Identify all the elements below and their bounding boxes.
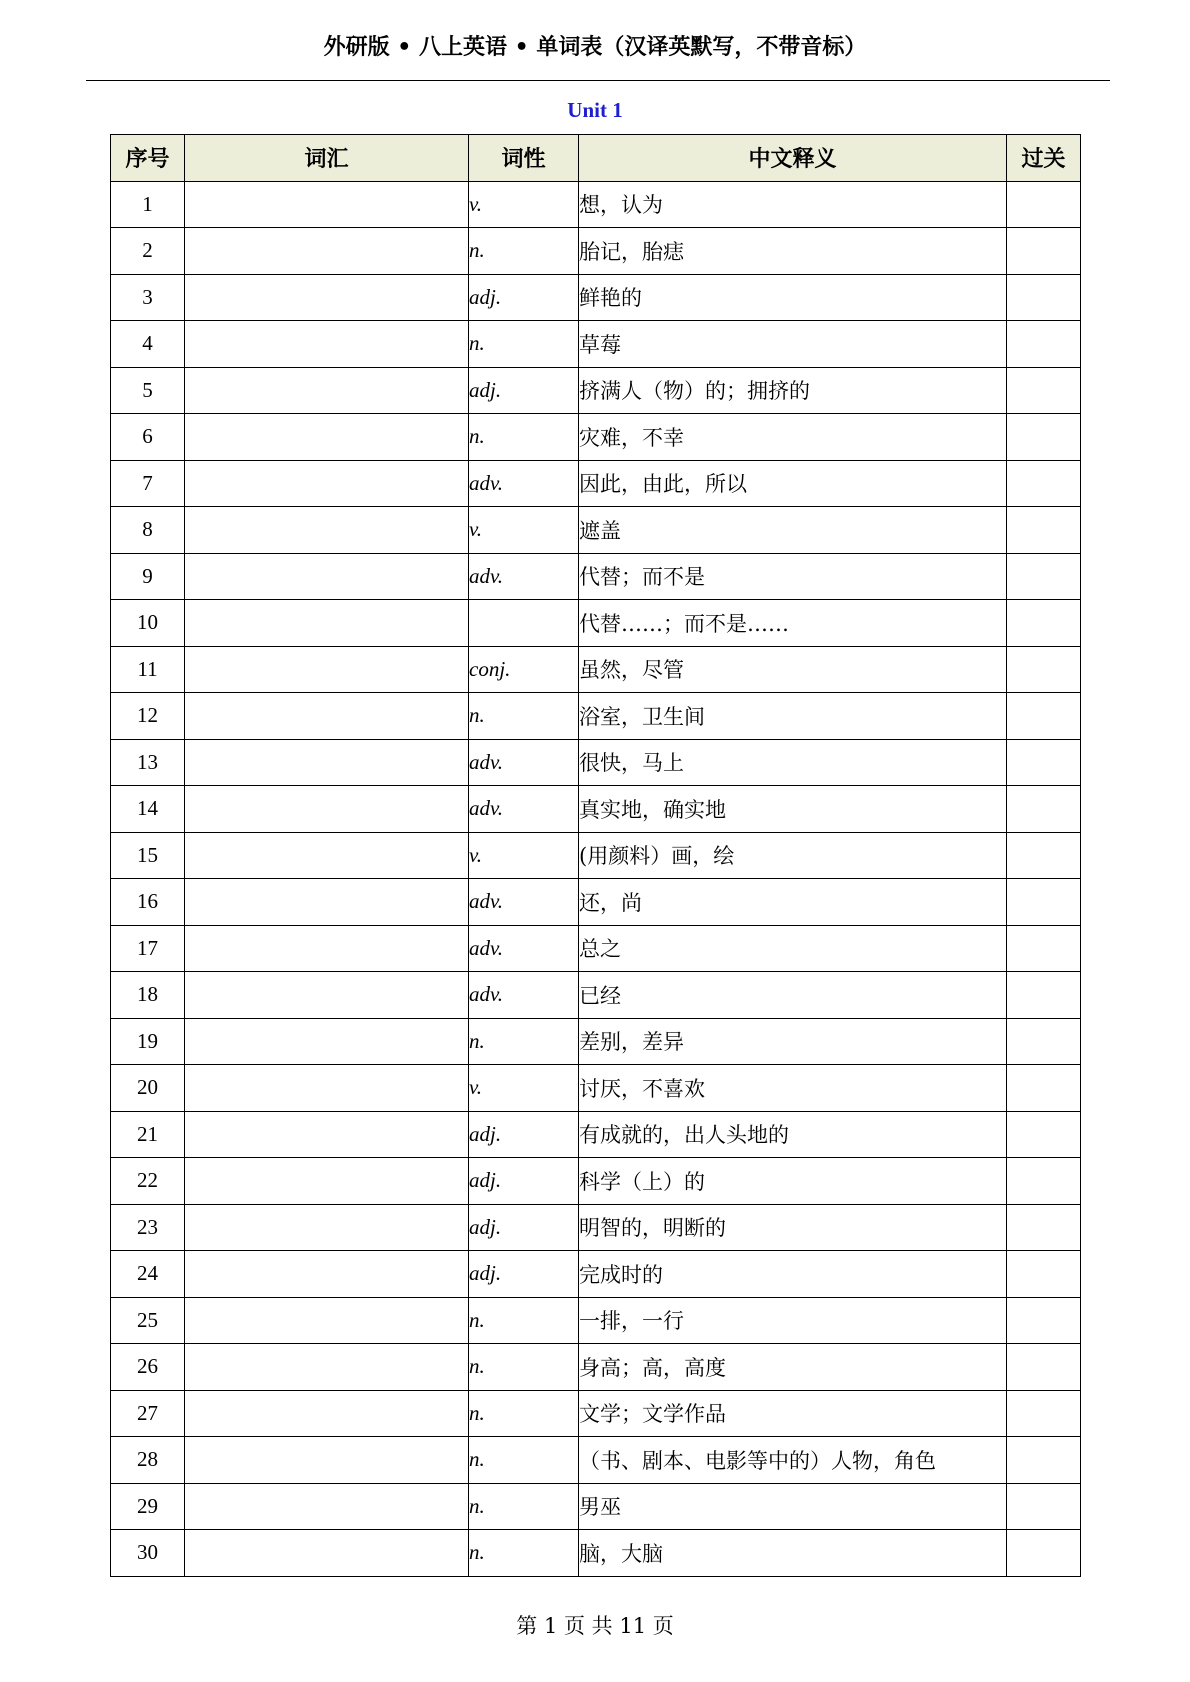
chinese-definition: 草莓 — [579, 321, 1007, 368]
pass-check-cell[interactable] — [1007, 1483, 1081, 1530]
word-answer-cell[interactable] — [185, 228, 469, 275]
row-number: 14 — [111, 786, 185, 833]
page-footer: 第 1 页 共 11 页 — [516, 1614, 674, 1638]
word-answer-cell[interactable] — [185, 414, 469, 461]
chinese-definition: 因此，由此，所以 — [579, 460, 1007, 507]
table-row — [111, 321, 1081, 368]
part-of-speech: n. — [469, 1344, 579, 1391]
row-number: 22 — [111, 1158, 185, 1205]
word-answer-cell[interactable] — [185, 181, 469, 228]
pass-check-cell[interactable] — [1007, 1437, 1081, 1484]
word-answer-cell[interactable] — [185, 507, 469, 554]
row-number: 27 — [111, 1390, 185, 1437]
table-row — [111, 600, 1081, 647]
table-row — [111, 693, 1081, 740]
part-of-speech: n. — [469, 228, 579, 275]
pass-check-cell[interactable] — [1007, 1158, 1081, 1205]
word-answer-cell[interactable] — [185, 274, 469, 321]
vocabulary-table — [110, 134, 1081, 1577]
pass-check-cell[interactable] — [1007, 460, 1081, 507]
pass-check-cell[interactable] — [1007, 1065, 1081, 1112]
table-row — [111, 507, 1081, 554]
pass-check-cell[interactable] — [1007, 972, 1081, 1019]
chinese-definition: 鲜艳的 — [579, 274, 1007, 321]
table-row — [111, 1018, 1081, 1065]
pass-check-cell[interactable] — [1007, 507, 1081, 554]
row-number: 18 — [111, 972, 185, 1019]
part-of-speech: adv. — [469, 460, 579, 507]
row-number: 8 — [111, 507, 185, 554]
word-answer-cell[interactable] — [185, 1530, 469, 1577]
pass-check-cell[interactable] — [1007, 1204, 1081, 1251]
word-answer-cell[interactable] — [185, 321, 469, 368]
row-number: 13 — [111, 739, 185, 786]
chinese-definition: (用颜料）画，绘 — [579, 832, 1007, 879]
chinese-definition: 身高；高，高度 — [579, 1344, 1007, 1391]
pass-check-cell[interactable] — [1007, 693, 1081, 740]
part-of-speech: n. — [469, 1018, 579, 1065]
word-answer-cell[interactable] — [185, 1483, 469, 1530]
table-row — [111, 1390, 1081, 1437]
row-number: 26 — [111, 1344, 185, 1391]
part-of-speech: adj. — [469, 274, 579, 321]
table-row — [111, 832, 1081, 879]
chinese-definition: 男巫 — [579, 1483, 1007, 1530]
table-row — [111, 228, 1081, 275]
part-of-speech: adv. — [469, 786, 579, 833]
chinese-definition: 一排，一行 — [579, 1297, 1007, 1344]
word-answer-cell[interactable] — [185, 1018, 469, 1065]
table-row — [111, 1483, 1081, 1530]
row-number: 6 — [111, 414, 185, 461]
word-answer-cell[interactable] — [185, 1390, 469, 1437]
part-of-speech: n. — [469, 1483, 579, 1530]
word-answer-cell[interactable] — [185, 1065, 469, 1112]
chinese-definition: 代替；而不是 — [579, 553, 1007, 600]
word-answer-cell[interactable] — [185, 1344, 469, 1391]
chinese-definition: 已经 — [579, 972, 1007, 1019]
table-row — [111, 1530, 1081, 1577]
word-answer-cell[interactable] — [185, 1437, 469, 1484]
table-row — [111, 414, 1081, 461]
chinese-definition: 差别，差异 — [579, 1018, 1007, 1065]
word-answer-cell[interactable] — [185, 786, 469, 833]
word-answer-cell[interactable] — [185, 553, 469, 600]
column-header-part-of-speech: 词性 — [469, 135, 579, 182]
row-number: 1 — [111, 181, 185, 228]
part-of-speech: n. — [469, 1437, 579, 1484]
chinese-definition: 挤满人（物）的；拥挤的 — [579, 367, 1007, 414]
part-of-speech: n. — [469, 1390, 579, 1437]
word-answer-cell[interactable] — [185, 1204, 469, 1251]
row-number: 17 — [111, 925, 185, 972]
chinese-definition: 文学；文学作品 — [579, 1390, 1007, 1437]
row-number: 15 — [111, 832, 185, 879]
row-number: 30 — [111, 1530, 185, 1577]
part-of-speech: n. — [469, 414, 579, 461]
row-number: 10 — [111, 600, 185, 647]
row-number: 23 — [111, 1204, 185, 1251]
table-header-row — [111, 135, 1081, 182]
table-row — [111, 646, 1081, 693]
part-of-speech: adj. — [469, 1111, 579, 1158]
pass-check-cell[interactable] — [1007, 1251, 1081, 1298]
row-number: 5 — [111, 367, 185, 414]
pass-check-cell[interactable] — [1007, 879, 1081, 926]
part-of-speech: adj. — [469, 1158, 579, 1205]
table-row — [111, 1344, 1081, 1391]
word-answer-cell[interactable] — [185, 739, 469, 786]
word-answer-cell[interactable] — [185, 600, 469, 647]
word-answer-cell[interactable] — [185, 1297, 469, 1344]
chinese-definition: 有成就的，出人头地的 — [579, 1111, 1007, 1158]
part-of-speech: v. — [469, 181, 579, 228]
chinese-definition: 还，尚 — [579, 879, 1007, 926]
part-of-speech: n. — [469, 1530, 579, 1577]
row-number: 28 — [111, 1437, 185, 1484]
chinese-definition: 真实地，确实地 — [579, 786, 1007, 833]
table-row — [111, 1297, 1081, 1344]
chinese-definition: 完成时的 — [579, 1251, 1007, 1298]
row-number: 2 — [111, 228, 185, 275]
pass-check-cell[interactable] — [1007, 321, 1081, 368]
row-number: 19 — [111, 1018, 185, 1065]
part-of-speech: adj. — [469, 1251, 579, 1298]
row-number: 12 — [111, 693, 185, 740]
chinese-definition: 讨厌，不喜欢 — [579, 1065, 1007, 1112]
chinese-definition: 浴室，卫生间 — [579, 693, 1007, 740]
table-row — [111, 972, 1081, 1019]
part-of-speech: adv. — [469, 553, 579, 600]
table-row — [111, 1065, 1081, 1112]
header-divider — [86, 80, 1110, 81]
table-row — [111, 1204, 1081, 1251]
word-answer-cell[interactable] — [185, 367, 469, 414]
part-of-speech: adj. — [469, 367, 579, 414]
table-row — [111, 739, 1081, 786]
pass-check-cell[interactable] — [1007, 1390, 1081, 1437]
chinese-definition: 科学（上）的 — [579, 1158, 1007, 1205]
table-row — [111, 553, 1081, 600]
chinese-definition: 代替……；而不是…… — [579, 600, 1007, 647]
word-answer-cell[interactable] — [185, 460, 469, 507]
chinese-definition: 虽然，尽管 — [579, 646, 1007, 693]
row-number: 16 — [111, 879, 185, 926]
word-answer-cell[interactable] — [185, 925, 469, 972]
pass-check-cell[interactable] — [1007, 646, 1081, 693]
row-number: 3 — [111, 274, 185, 321]
part-of-speech: n. — [469, 321, 579, 368]
part-of-speech: n. — [469, 693, 579, 740]
table-row — [111, 1251, 1081, 1298]
part-of-speech — [469, 600, 579, 647]
part-of-speech: v. — [469, 1065, 579, 1112]
pass-check-cell[interactable] — [1007, 553, 1081, 600]
row-number: 25 — [111, 1297, 185, 1344]
pass-check-cell[interactable] — [1007, 925, 1081, 972]
unit-title: Unit 1 — [567, 98, 623, 122]
pass-check-cell[interactable] — [1007, 228, 1081, 275]
row-number: 24 — [111, 1251, 185, 1298]
chinese-definition: 明智的，明断的 — [579, 1204, 1007, 1251]
table-row — [111, 879, 1081, 926]
row-number: 21 — [111, 1111, 185, 1158]
pass-check-cell[interactable] — [1007, 367, 1081, 414]
pass-check-cell[interactable] — [1007, 1344, 1081, 1391]
chinese-definition: 想，认为 — [579, 181, 1007, 228]
pass-check-cell[interactable] — [1007, 181, 1081, 228]
pass-check-cell[interactable] — [1007, 786, 1081, 833]
table-body — [111, 181, 1081, 1576]
word-answer-cell[interactable] — [185, 879, 469, 926]
chinese-definition: 很快，马上 — [579, 739, 1007, 786]
pass-check-cell[interactable] — [1007, 414, 1081, 461]
table-row — [111, 1111, 1081, 1158]
table-row — [111, 367, 1081, 414]
table-row — [111, 181, 1081, 228]
row-number: 7 — [111, 460, 185, 507]
chinese-definition: （书、剧本、电影等中的）人物，角色 — [579, 1437, 1007, 1484]
word-answer-cell[interactable] — [185, 693, 469, 740]
part-of-speech: v. — [469, 507, 579, 554]
part-of-speech: conj. — [469, 646, 579, 693]
column-header-definition: 中文释义 — [579, 135, 1007, 182]
table-row — [111, 1437, 1081, 1484]
word-answer-cell[interactable] — [185, 646, 469, 693]
chinese-definition: 脑，大脑 — [579, 1530, 1007, 1577]
column-header-number: 序号 — [111, 135, 185, 182]
chinese-definition: 遮盖 — [579, 507, 1007, 554]
part-of-speech: adv. — [469, 879, 579, 926]
part-of-speech: adv. — [469, 925, 579, 972]
pass-check-cell[interactable] — [1007, 1297, 1081, 1344]
part-of-speech: n. — [469, 1297, 579, 1344]
pass-check-cell[interactable] — [1007, 832, 1081, 879]
table-row — [111, 460, 1081, 507]
part-of-speech: adv. — [469, 972, 579, 1019]
word-answer-cell[interactable] — [185, 832, 469, 879]
part-of-speech: v. — [469, 832, 579, 879]
table-row — [111, 786, 1081, 833]
word-answer-cell[interactable] — [185, 1158, 469, 1205]
column-header-word: 词汇 — [185, 135, 469, 182]
row-number: 11 — [111, 646, 185, 693]
row-number: 4 — [111, 321, 185, 368]
word-answer-cell[interactable] — [185, 972, 469, 1019]
pass-check-cell[interactable] — [1007, 1111, 1081, 1158]
pass-check-cell[interactable] — [1007, 1530, 1081, 1577]
table-row — [111, 925, 1081, 972]
pass-check-cell[interactable] — [1007, 600, 1081, 647]
part-of-speech: adj. — [469, 1204, 579, 1251]
part-of-speech: adv. — [469, 739, 579, 786]
table-row — [111, 274, 1081, 321]
chinese-definition: 灾难，不幸 — [579, 414, 1007, 461]
row-number: 9 — [111, 553, 185, 600]
pass-check-cell[interactable] — [1007, 739, 1081, 786]
word-answer-cell[interactable] — [185, 1111, 469, 1158]
chinese-definition: 总之 — [579, 925, 1007, 972]
pass-check-cell[interactable] — [1007, 1018, 1081, 1065]
pass-check-cell[interactable] — [1007, 274, 1081, 321]
table-row — [111, 1158, 1081, 1205]
column-header-pass: 过关 — [1007, 135, 1081, 182]
document-title: 外研版 • 八上英语 • 单词表（汉译英默写，不带音标） — [323, 35, 867, 60]
chinese-definition: 胎记，胎痣 — [579, 228, 1007, 275]
row-number: 20 — [111, 1065, 185, 1112]
row-number: 29 — [111, 1483, 185, 1530]
word-answer-cell[interactable] — [185, 1251, 469, 1298]
